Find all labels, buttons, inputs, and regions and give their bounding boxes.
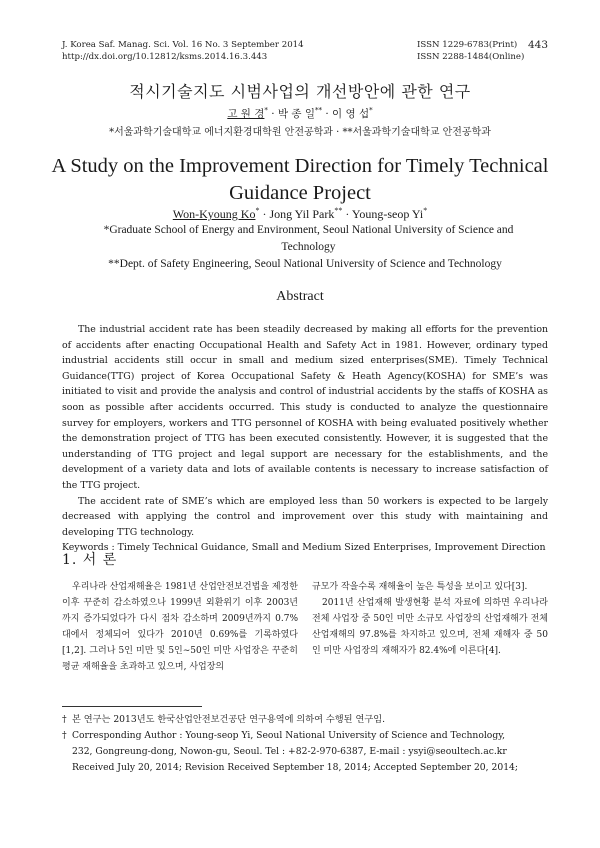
abstract-heading: Abstract bbox=[276, 289, 324, 304]
english-authors bbox=[0, 206, 600, 222]
body-column-left bbox=[62, 579, 298, 675]
keywords: Keywords : Timely Technical Guidance, Small and Medium Sized Enterprises, Improvement Direction bbox=[62, 542, 546, 554]
body-column-right bbox=[312, 579, 548, 659]
author-mark: * bbox=[423, 206, 428, 215]
footnote-funding bbox=[62, 712, 548, 728]
english-affiliation-1 bbox=[75, 222, 542, 256]
author-mark: * bbox=[255, 206, 260, 215]
author-mark: ** bbox=[334, 206, 343, 215]
doi-link[interactable]: http://dx.doi.org/10.12812/ksms.2014.16.3.443 bbox=[62, 52, 268, 62]
footnote-divider bbox=[62, 706, 202, 707]
body-paragraph: 규모가 작을수록 재해율이 높은 특성을 보이고 있다[3]. bbox=[312, 582, 528, 592]
english-author-first: Won-Kyoung Ko bbox=[172, 207, 256, 221]
korean-author-third: · 이 영 섭 bbox=[322, 108, 370, 120]
footnote-dates: Received July 20, 2014; Revision Received September 18, 2014; Accepted September 20, 2014; bbox=[72, 762, 518, 773]
dagger-mark: † bbox=[62, 714, 67, 725]
footnote-text: 본 연구는 2013년도 한국산업안전보건공단 연구용역에 의하여 수행된 연구임. bbox=[72, 714, 385, 725]
dagger-mark: † bbox=[62, 730, 67, 741]
affiliation-line: Technology bbox=[281, 241, 336, 253]
english-title bbox=[0, 153, 600, 207]
page-number: 443 bbox=[527, 39, 548, 51]
korean-affiliation: *서울과학기술대학교 에너지환경대학원 안전공학과 · **서울과학기술대학교 안전공학과 bbox=[109, 127, 491, 138]
english-affiliation-2: **Dept. of Safety Engineering, Seoul National University of Science and Technology bbox=[108, 258, 502, 270]
footnote-corresponding bbox=[62, 728, 548, 744]
author-mark: ** bbox=[315, 106, 323, 115]
korean-authors bbox=[0, 106, 600, 121]
issn-block bbox=[417, 39, 524, 63]
body-paragraph: 우리나라 산업재해율은 1981년 산업안전보건법을 제정한 이후 꾸준히 감소하였으나 1999년 외환위기 이후 2003년까지 증가되었다가 다시 점차 감소하며 2009년까지 0.7%대에서 정체되어 있다가 2010년 0.69%를 기록하였다[1,2]. 그러나 5인 미만 및 5인∼50인 미만 사업장은 꾸준히 평균 재해율을 초과하고 있으며, 사업장의 bbox=[62, 582, 298, 672]
korean-title: 적시기술지도 시범사업의 개선방안에 관한 연구 bbox=[129, 82, 471, 101]
english-title-line: A Study on the Improvement Direction for Timely Technical bbox=[51, 155, 549, 177]
body-paragraph: 2011년 산업재해 발생현황 분석 자료에 의하면 우리나라 전체 사업장 중 50인 미만 소규모 사업장의 산업재해가 전체 산업재해의 97.8%를 차지하고 있으며, 전체 재해자 중 50인 미만 사업장의 재해자가 82.4%에 이른다[4]. bbox=[312, 598, 548, 656]
author-mark: * bbox=[264, 106, 268, 115]
author-mark: * bbox=[369, 106, 373, 115]
footnote-text: Corresponding Author : Young-seop Yi, Seoul National University of Science and Technology, bbox=[72, 730, 506, 741]
korean-author-first: 고 원 경 bbox=[227, 108, 265, 120]
journal-line: J. Korea Saf. Manag. Sci. Vol. 16 No. 3 September 2014 bbox=[62, 40, 304, 50]
abstract-paragraph: The industrial accident rate has been steadily decreased by making all efforts for the prevention of accidents after enacting Occupational Health and Safety Act in 1981. However, ordinary typed industrial accidents still occur in small and medium sized enterprises(SME). Timely Technical Guidance(TTG) project of Korea Occupational Safety & Heath Agency(KOSHA) for SME’s was initiated to visit and provide the analysis and control of industrial accidents by the staffs of KOSHA as soon as possible after accidents occurred. This study is conducted to analyze the questionnaire survey for employers, workers and TTG personnel of KOSHA with being evaluated positively whether the demonstration project of TTG has been executed consistently. However, it is suggested that the understanding of TTG project and legal support are necessary for the establishments, and the development of a variety data and lots of available contents is necessary to increase satisfaction of the TTG project. bbox=[62, 324, 548, 491]
abstract-paragraph: The accident rate of SME’s which are employed less than 50 workers is expected to be largely decreased with applying the control and improvement over this study with maintaining and developing TTG technology. bbox=[62, 495, 548, 538]
issn-print: ISSN 1229-6783(Print) bbox=[417, 40, 518, 50]
english-author-second: · Jong Yil Park bbox=[259, 207, 335, 221]
section-heading: 1. 서 론 bbox=[62, 552, 118, 568]
affiliation-line: *Graduate School of Energy and Environment, Seoul National University of Science and bbox=[103, 224, 514, 236]
footnote-address: 232, Gongreung-dong, Nowon-gu, Seoul. Tel : +82-2-970-6387, E-mail : ysyi@seoultech.ac.kr bbox=[72, 746, 507, 757]
journal-citation bbox=[62, 39, 304, 63]
footnotes bbox=[62, 712, 548, 776]
issn-online: ISSN 2288-1484(Online) bbox=[417, 52, 525, 62]
abstract-body bbox=[62, 322, 548, 556]
english-author-third: · Young-seop Yi bbox=[342, 207, 424, 221]
english-title-line: Guidance Project bbox=[229, 182, 371, 204]
korean-author-second: · 박 종 일 bbox=[267, 108, 316, 120]
